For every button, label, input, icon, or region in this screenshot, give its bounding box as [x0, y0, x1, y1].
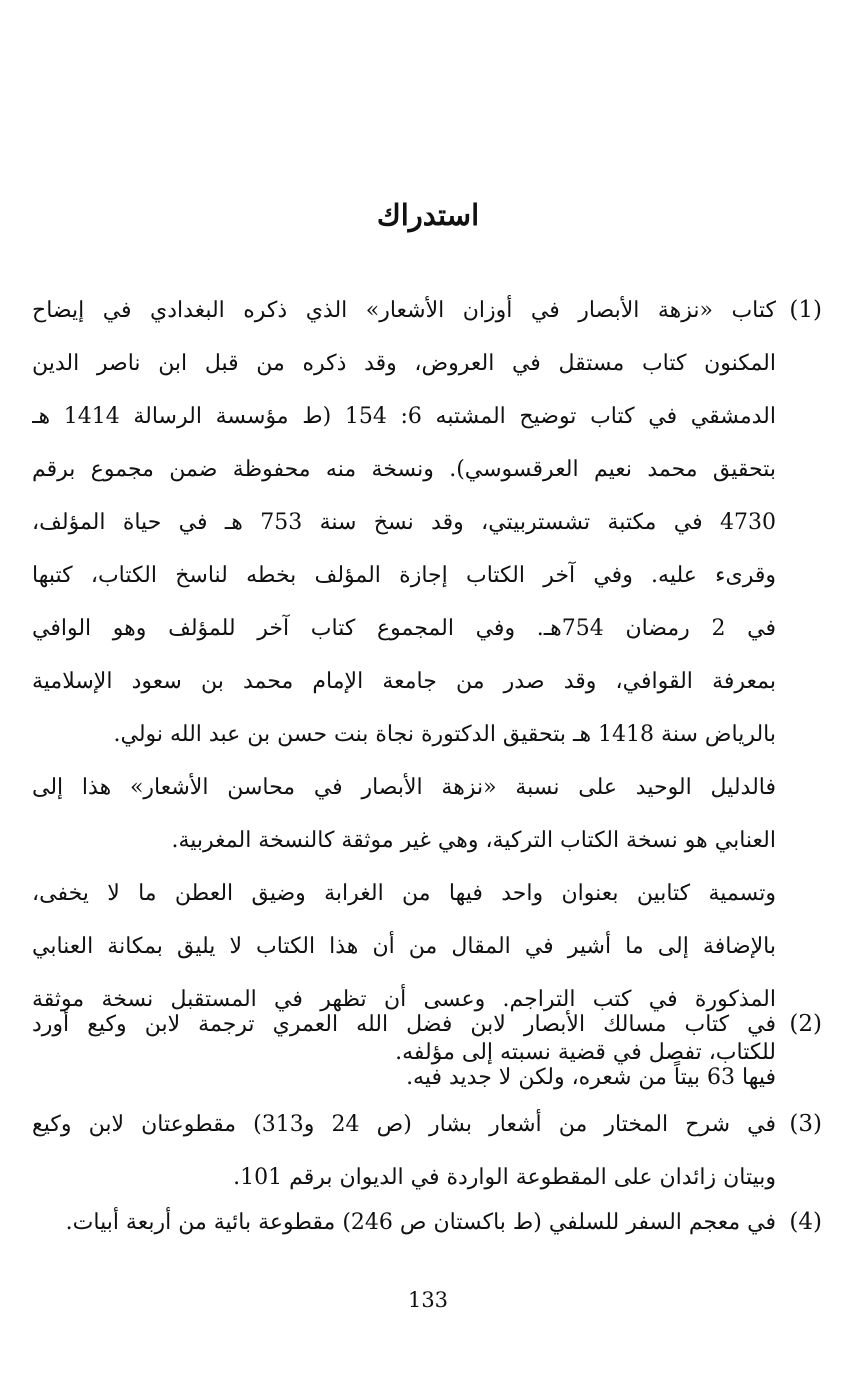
text-line: كتاب «نزهة الأبصار في أوزان الأشعار» الذي ذكره البغدادي في إيضاح	[32, 298, 776, 323]
text-line: بمعرفة القوافي، وقد صدر من جامعة الإمام محمد بن سعود الإسلامية	[32, 669, 776, 694]
footnote-item-1	[32, 284, 822, 1079]
text-line: للكتاب، تفصل في قضية نسبته إلى مؤلفه.	[395, 1040, 776, 1065]
item-number: (2)	[789, 1011, 822, 1037]
footnote-item-3	[32, 1098, 822, 1204]
item-number: (1)	[789, 297, 822, 323]
text-line: في كتاب مسالك الأبصار لابن فضل الله العمري ترجمة لابن وكيع أورد	[32, 1012, 776, 1037]
text-line: بالرياض سنة 1418 هـ بتحقيق الدكتورة نجاة بنت حسن بن عبد الله نولي.	[113, 722, 776, 747]
footnote-item-4	[32, 1196, 822, 1249]
page-number: 133	[407, 1288, 449, 1312]
footnote-item-2	[32, 998, 822, 1104]
text-line: وبيتان زائدان على المقطوعة الواردة في الديوان برقم 101.	[233, 1165, 776, 1190]
text-line: المذكورة في كتب التراجم. وعسى أن تظهر في المستقبل نسخة موثقة	[32, 987, 776, 1012]
page-title: استدراك	[376, 198, 480, 232]
text-line: فيها 63 بيتاً من شعره، ولكن لا جديد فيه.	[406, 1065, 776, 1090]
text-line: بالإضافة إلى ما أشير في المقال من أن هذا الكتاب لا يليق بمكانة العنابي	[32, 934, 776, 959]
text-line: في 2 رمضان 754هـ. وفي المجموع كتاب آخر للمؤلف وهو الوافي	[32, 616, 776, 641]
text-line: الدمشقي في كتاب توضيح المشتبه 6: 154 (ط مؤسسة الرسالة 1414 هـ	[32, 404, 776, 429]
item-text	[32, 1196, 776, 1249]
text-line: العنابي هو نسخة الكتاب التركية، وهي غير موثقة كالنسخة المغربية.	[171, 828, 776, 853]
text-line: في شرح المختار من أشعار بشار (ص 24 و313) مقطوعتان لابن وكيع	[32, 1112, 776, 1137]
item-text	[32, 998, 776, 1104]
text-line: بتحقيق محمد نعيم العرقسوسي). ونسخة منه محفوظة ضمن مجموع برقم	[32, 457, 776, 482]
text-line: وقرىء عليه. وفي آخر الكتاب إجازة المؤلف بخطه لناسخ الكتاب، كتبها	[32, 563, 776, 588]
text-line: فالدليل الوحيد على نسبة «نزهة الأبصار في محاسن الأشعار» هذا إلى	[32, 775, 776, 800]
item-number: (3)	[789, 1111, 822, 1137]
item-text	[32, 1098, 776, 1204]
item-number: (4)	[789, 1209, 822, 1235]
text-line: وتسمية كتابين بعنوان واحد فيها من الغرابة وضيق العطن ما لا يخفى،	[32, 881, 776, 906]
item-text	[32, 284, 776, 1079]
text-line: المكنون كتاب مستقل في العروض، وقد ذكره من قبل ابن ناصر الدين	[32, 351, 776, 376]
text-line: 4730 في مكتبة تشستربيتي، وقد نسخ سنة 753 هـ في حياة المؤلف،	[32, 510, 776, 535]
text-line: في معجم السفر للسلفي (ط باكستان ص 246) مقطوعة بائية من أربعة أبيات.	[65, 1210, 776, 1235]
